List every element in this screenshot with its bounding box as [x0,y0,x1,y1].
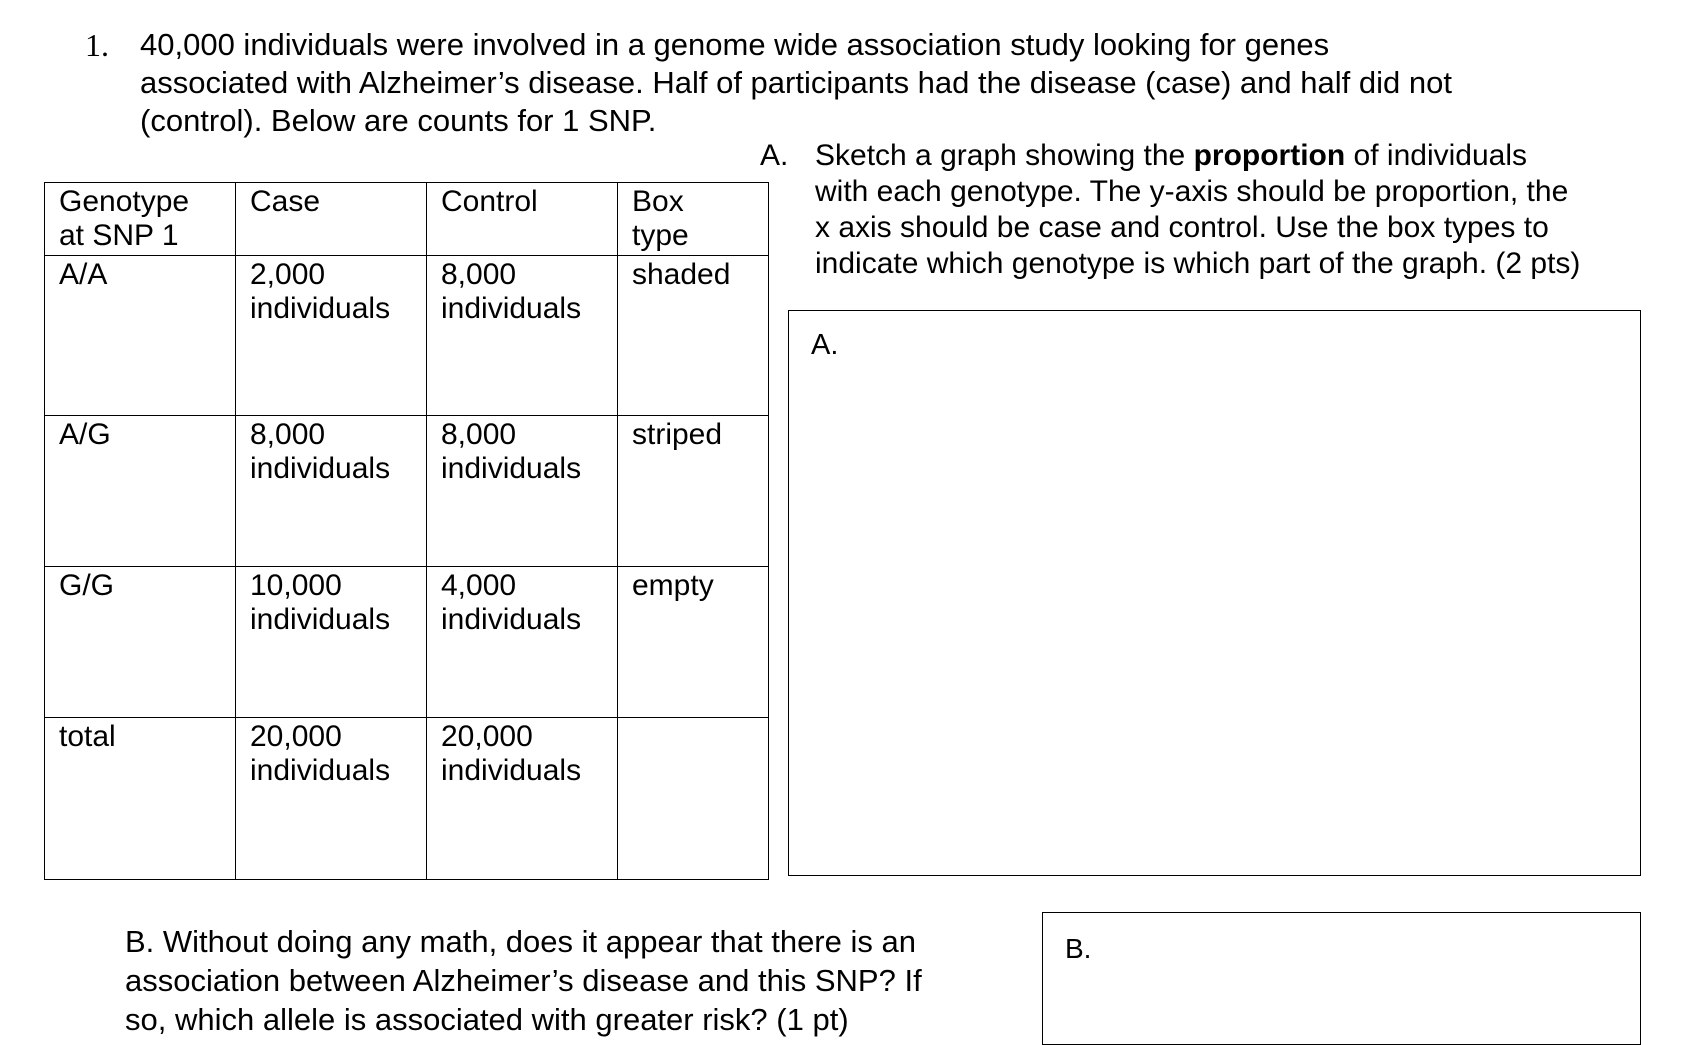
part-a-line: with each genotype. The y-axis should be proportion, the [815,175,1569,208]
part-a-text [815,138,1655,282]
cell-value: 2,000 [250,258,326,291]
cell-value: 8,000 [441,258,517,291]
part-a-line: x axis should be case and control. Use the box types to [815,211,1549,244]
part-a-letter: A. [760,139,789,172]
question-number: 1. [85,27,109,63]
question-text-line: 40,000 individuals were involved in a genome wide association study looking for genes [140,27,1330,62]
table-row [45,718,769,880]
part-b-line: association between Alzheimer’s disease and this SNP? If [125,963,922,998]
cell-unit: individuals [441,603,582,636]
cell-unit: individuals [250,452,391,485]
cell-control [427,256,618,416]
cell-case [236,416,427,567]
header-text: Case [250,185,321,218]
part-a-line [815,138,1655,174]
header-text: type [632,219,689,252]
cell-genotype: A/A [45,256,236,416]
header-control [427,183,618,256]
answer-box-a-label: A. [811,329,839,361]
cell-case [236,256,427,416]
cell-unit: individuals [441,754,582,787]
cell-value: 4,000 [441,569,517,602]
answer-box-b[interactable] [1042,912,1641,1045]
cell-unit: individuals [250,603,391,636]
question-text-line: associated with Alzheimer’s disease. Half of participants had the disease (case) and half did not [140,65,1452,100]
cell-value: 20,000 [250,720,342,753]
table-header-row [45,183,769,256]
cell-case [236,567,427,718]
cell-control [427,718,618,880]
part-b-line: B. Without doing any math, does it appear that there is an [125,924,916,959]
cell-control [427,416,618,567]
answer-box-a[interactable] [788,310,1641,876]
part-b-prompt [125,922,1005,1039]
header-case [236,183,427,256]
header-text: Genotype [59,185,190,218]
table-row [45,416,769,567]
part-a-bold-term: proportion [1193,139,1346,172]
cell-case [236,718,427,880]
cell-box-type: striped [618,416,769,567]
header-text: Control [441,185,538,218]
cell-box-type: empty [618,567,769,718]
cell-value: 8,000 [250,418,326,451]
part-a-text-post: of individuals [1345,139,1527,172]
cell-unit: individuals [250,292,391,325]
cell-value: 8,000 [441,418,517,451]
genotype-count-table [44,182,769,880]
cell-control [427,567,618,718]
answer-box-b-label: B. [1065,933,1092,964]
part-a-line: indicate which genotype is which part of the graph. (2 pts) [815,247,1581,280]
cell-box-type [618,718,769,880]
cell-genotype: A/G [45,416,236,567]
table-row [45,567,769,718]
cell-unit: individuals [441,292,582,325]
cell-genotype: G/G [45,567,236,718]
header-box-type [618,183,769,256]
question-text [140,26,1640,140]
cell-unit: individuals [250,754,391,787]
cell-value: 20,000 [441,720,533,753]
question-text-line: (control). Below are counts for 1 SNP. [140,103,657,138]
table-row [45,256,769,416]
part-a-text-pre: Sketch a graph showing the [815,139,1194,172]
header-genotype [45,183,236,256]
cell-box-type: shaded [618,256,769,416]
cell-unit: individuals [441,452,582,485]
header-text: Box [632,185,684,218]
cell-value: 10,000 [250,569,342,602]
header-text: at SNP 1 [59,219,179,252]
cell-genotype: total [45,718,236,880]
part-b-line: so, which allele is associated with greater risk? (1 pt) [125,1002,849,1037]
